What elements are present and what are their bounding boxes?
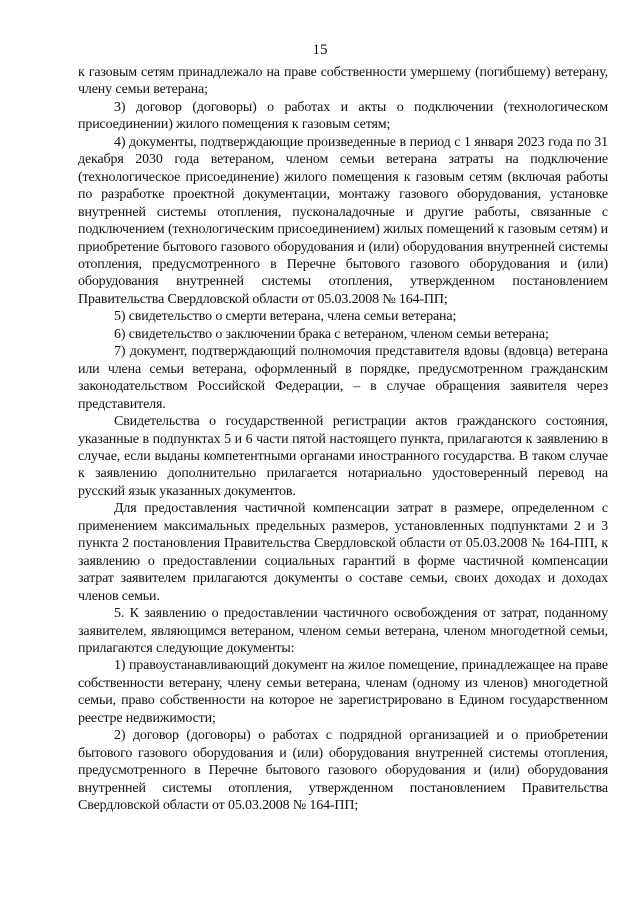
paragraph-section-5-item-2: 2) договор (договоры) о работах с подрядной организацией и о приобретении бытового газового оборудования и (или) оборудования внутренней системы отопления, предусмотренного в Перечне бытового газового оборудования и (или) оборудования внутренней системы отопления, утвержденном постановлением Правительства Свердловской области от 05.03.2008 № 164-ПП;	[78, 728, 608, 814]
document-body	[78, 64, 608, 814]
paragraph-item-3: 3) договор (договоры) о работах и акты о подключении (технологическом присоединении) жилого помещения к газовым сетям;	[78, 99, 608, 133]
paragraph-item-5: 5) свидетельство о смерти ветерана, члена семьи ветерана;	[114, 309, 457, 325]
paragraph-certificates: Свидетельства о государственной регистрации актов гражданского состояния, указанные в подпунктах 5 и 6 части пятой настоящего пункта, прилагаются к заявлению в случае, если выданы компетентными органами иностранного государства. В таком случае к заявлению дополнительно прилагается нотариально удостоверенный перевод на русский язык указанных документов.	[78, 414, 608, 499]
paragraph-item-7: 7) документ, подтверждающий полномочия представителя вдовы (вдовца) ветерана или члена семьи ветерана, оформленный в порядке, предусмотренном гражданским законодательством Российской Федерации, – в случае обращения заявителя через представителя.	[78, 344, 608, 412]
paragraph-section-5-item-1: 1) правоустанавливающий документ на жилое помещение, принадлежащее на праве собственности ветерану, члену семьи ветерана, членам (одному из членов) многодетной семьи, право собственности на которое не зарегистрировано в Едином государственном реестре недвижимости;	[78, 658, 608, 726]
paragraph-item-4: 4) документы, подтверждающие произведенные в период с 1 января 2023 года по 31 декабря 2030 года ветераном, членом семьи ветерана затраты на подключение (технологическое присоединение) жилого помещения к газовым сетям (включая работы по разработке проектной документации, монтажу газового оборудования, установке внутренней системы отопления, пусконаладочные и другие работы, связанные с подключением (технологическим присоединением) жилых помещений к газовым сетям) и приобретение бытового газового оборудования и (или) оборудования внутренней системы отопления, предусмотренного в Перечне бытового газового оборудования и (или) оборудования внутренней системы отопления, утвержденном постановлением Правительства Свердловской области от 05.03.2008 № 164-ПП;	[78, 134, 608, 307]
paragraph-section-5: 5. К заявлению о предоставлении частичного освобождения от затрат, поданному заявителем, являющимся ветераном, членом семьи ветерана, членом многодетной семьи, прилагаются следующие документы:	[78, 606, 608, 656]
paragraph-item-6: 6) свидетельство о заключении брака с ветераном, членом семьи ветерана;	[114, 326, 549, 342]
paragraph-partial-compensation: Для предоставления частичной компенсации затрат в размере, определенном с применением максимальных предельных размеров, установленных подпунктами 2 и 3 пункта 2 постановления Правительства Свердловской области от 05.03.2008 № 164-ПП, к заявлению о предоставлении социальных гарантий в форме частичной компенсации затрат заявителем прилагаются документы о составе семьи, своих доходах и доходах членов семьи.	[78, 501, 608, 604]
paragraph-continuation: к газовым сетям принадлежало на праве собственности умершему (погибшему) ветерану, члену семьи ветерана;	[78, 65, 608, 98]
page-number: 15	[312, 42, 328, 58]
